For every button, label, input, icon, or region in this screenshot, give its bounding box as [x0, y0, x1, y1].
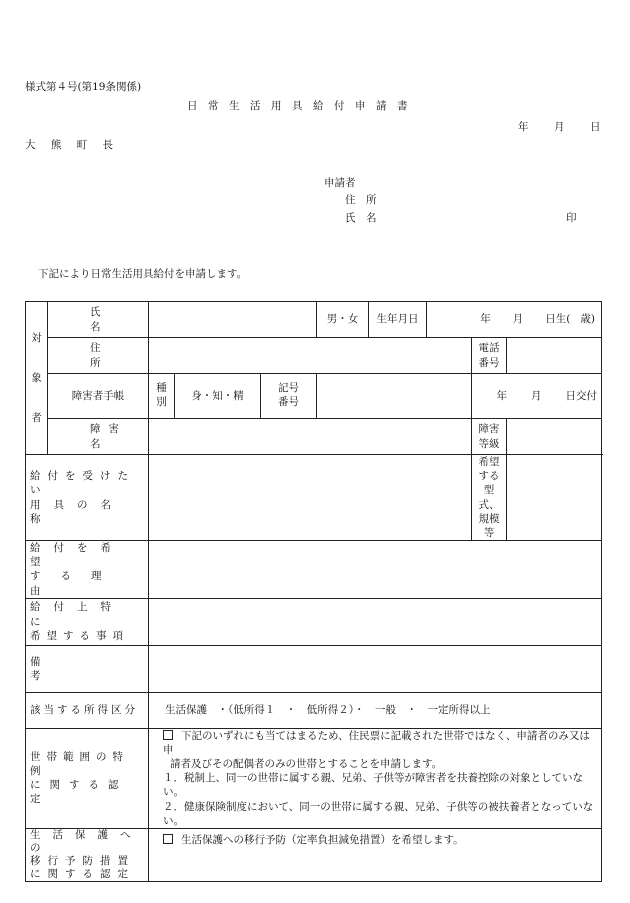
applicant-name-label: 氏 名: [345, 212, 377, 224]
number-field[interactable]: [317, 374, 472, 419]
income-label: 該当する所得区分: [26, 692, 149, 728]
income-options[interactable]: 生活保護 ・（低所得１ ・ 低所得２）・ 一般 ・ 一定所得以上: [149, 692, 602, 728]
addressee: 大 熊 町 長: [25, 139, 120, 151]
disability-field[interactable]: [149, 419, 472, 455]
table-row: [26, 645, 602, 692]
remarks-field[interactable]: [149, 645, 602, 692]
request-field[interactable]: [149, 598, 602, 645]
table-row: [26, 302, 602, 338]
model-label: 希望する型 式、規模等: [472, 455, 507, 541]
item-field[interactable]: [149, 455, 472, 541]
phone-field[interactable]: [507, 338, 602, 374]
address-label: 住 所: [48, 338, 149, 374]
welfare-label: 生活保護への 移行予防措置 に関する認定: [26, 828, 149, 882]
gender-select[interactable]: 男・女: [317, 302, 369, 338]
seal-mark: 印: [566, 212, 577, 224]
table-row: [26, 541, 602, 599]
table-row: [26, 455, 602, 541]
handbook-label: 障害者手帳: [48, 374, 149, 419]
model-field[interactable]: [507, 455, 602, 541]
name-field[interactable]: [149, 302, 317, 338]
intro-text: 下記により日常生活用具給付を申請します。: [38, 268, 248, 280]
table-row: [26, 598, 602, 645]
request-label: 給付上特に 希望する事項: [26, 598, 149, 645]
table-row: [26, 338, 602, 374]
applicant-label: 申請者: [324, 177, 356, 189]
name-label: 氏 名: [48, 302, 149, 338]
address-field[interactable]: [149, 338, 472, 374]
grade-label: 障害等級: [472, 419, 507, 455]
type-select[interactable]: 身・知・精: [175, 374, 261, 419]
date-day: 日: [590, 121, 601, 133]
reason-label: 給付を希望 する理由: [26, 541, 149, 599]
welfare-content: 生活保護への移行予防（定率負担減免措置）を希望します。: [149, 828, 602, 882]
table-row: [26, 419, 602, 455]
application-form-table: [25, 301, 602, 882]
birth-label: 生年月日: [369, 302, 427, 338]
birth-field[interactable]: 年 月 日生( 歳): [427, 302, 602, 338]
target-person-label: 対 象 者: [26, 302, 48, 455]
disability-label: 障害名: [48, 419, 149, 455]
date-month: 月: [554, 121, 565, 133]
number-label: 記号番号: [261, 374, 317, 419]
household-content: 下記のいずれにも当てはまるため、住民票に記載された世帯ではなく、申請者のみ又は申 請者及びその配偶者のみの世帯とすることを申請します。 １．税制上、同一の世帯に属する親、兄弟、子供等が障害者を扶養控除の対象としていない。 ２．健康保険制度において、同一の世帯に属する親、兄弟、子供等の被扶養者となっていない。: [149, 728, 602, 828]
issue-date-field[interactable]: 年 月 日交付: [472, 374, 602, 419]
table-row: [26, 374, 602, 419]
reason-field[interactable]: [149, 541, 602, 599]
date-year: 年: [518, 121, 529, 133]
grade-field[interactable]: [507, 419, 602, 455]
phone-label: 電話番号: [472, 338, 507, 374]
type-label: 種別: [149, 374, 175, 419]
table-row: [26, 728, 602, 828]
table-row: [26, 828, 602, 882]
remarks-label: 備考: [26, 645, 149, 692]
welfare-checkbox[interactable]: [163, 834, 173, 844]
applicant-address-label: 住 所: [345, 194, 377, 206]
item-label: 給付を受けたい 用具の名称: [26, 455, 149, 541]
household-label: 世帯範囲の特例 に関する認定: [26, 728, 149, 828]
table-row: [26, 692, 602, 728]
form-title: 日常生活用具給付申請書: [187, 100, 418, 112]
form-number: 様式第４号(第19条関係): [25, 81, 142, 93]
household-checkbox[interactable]: [163, 730, 173, 740]
